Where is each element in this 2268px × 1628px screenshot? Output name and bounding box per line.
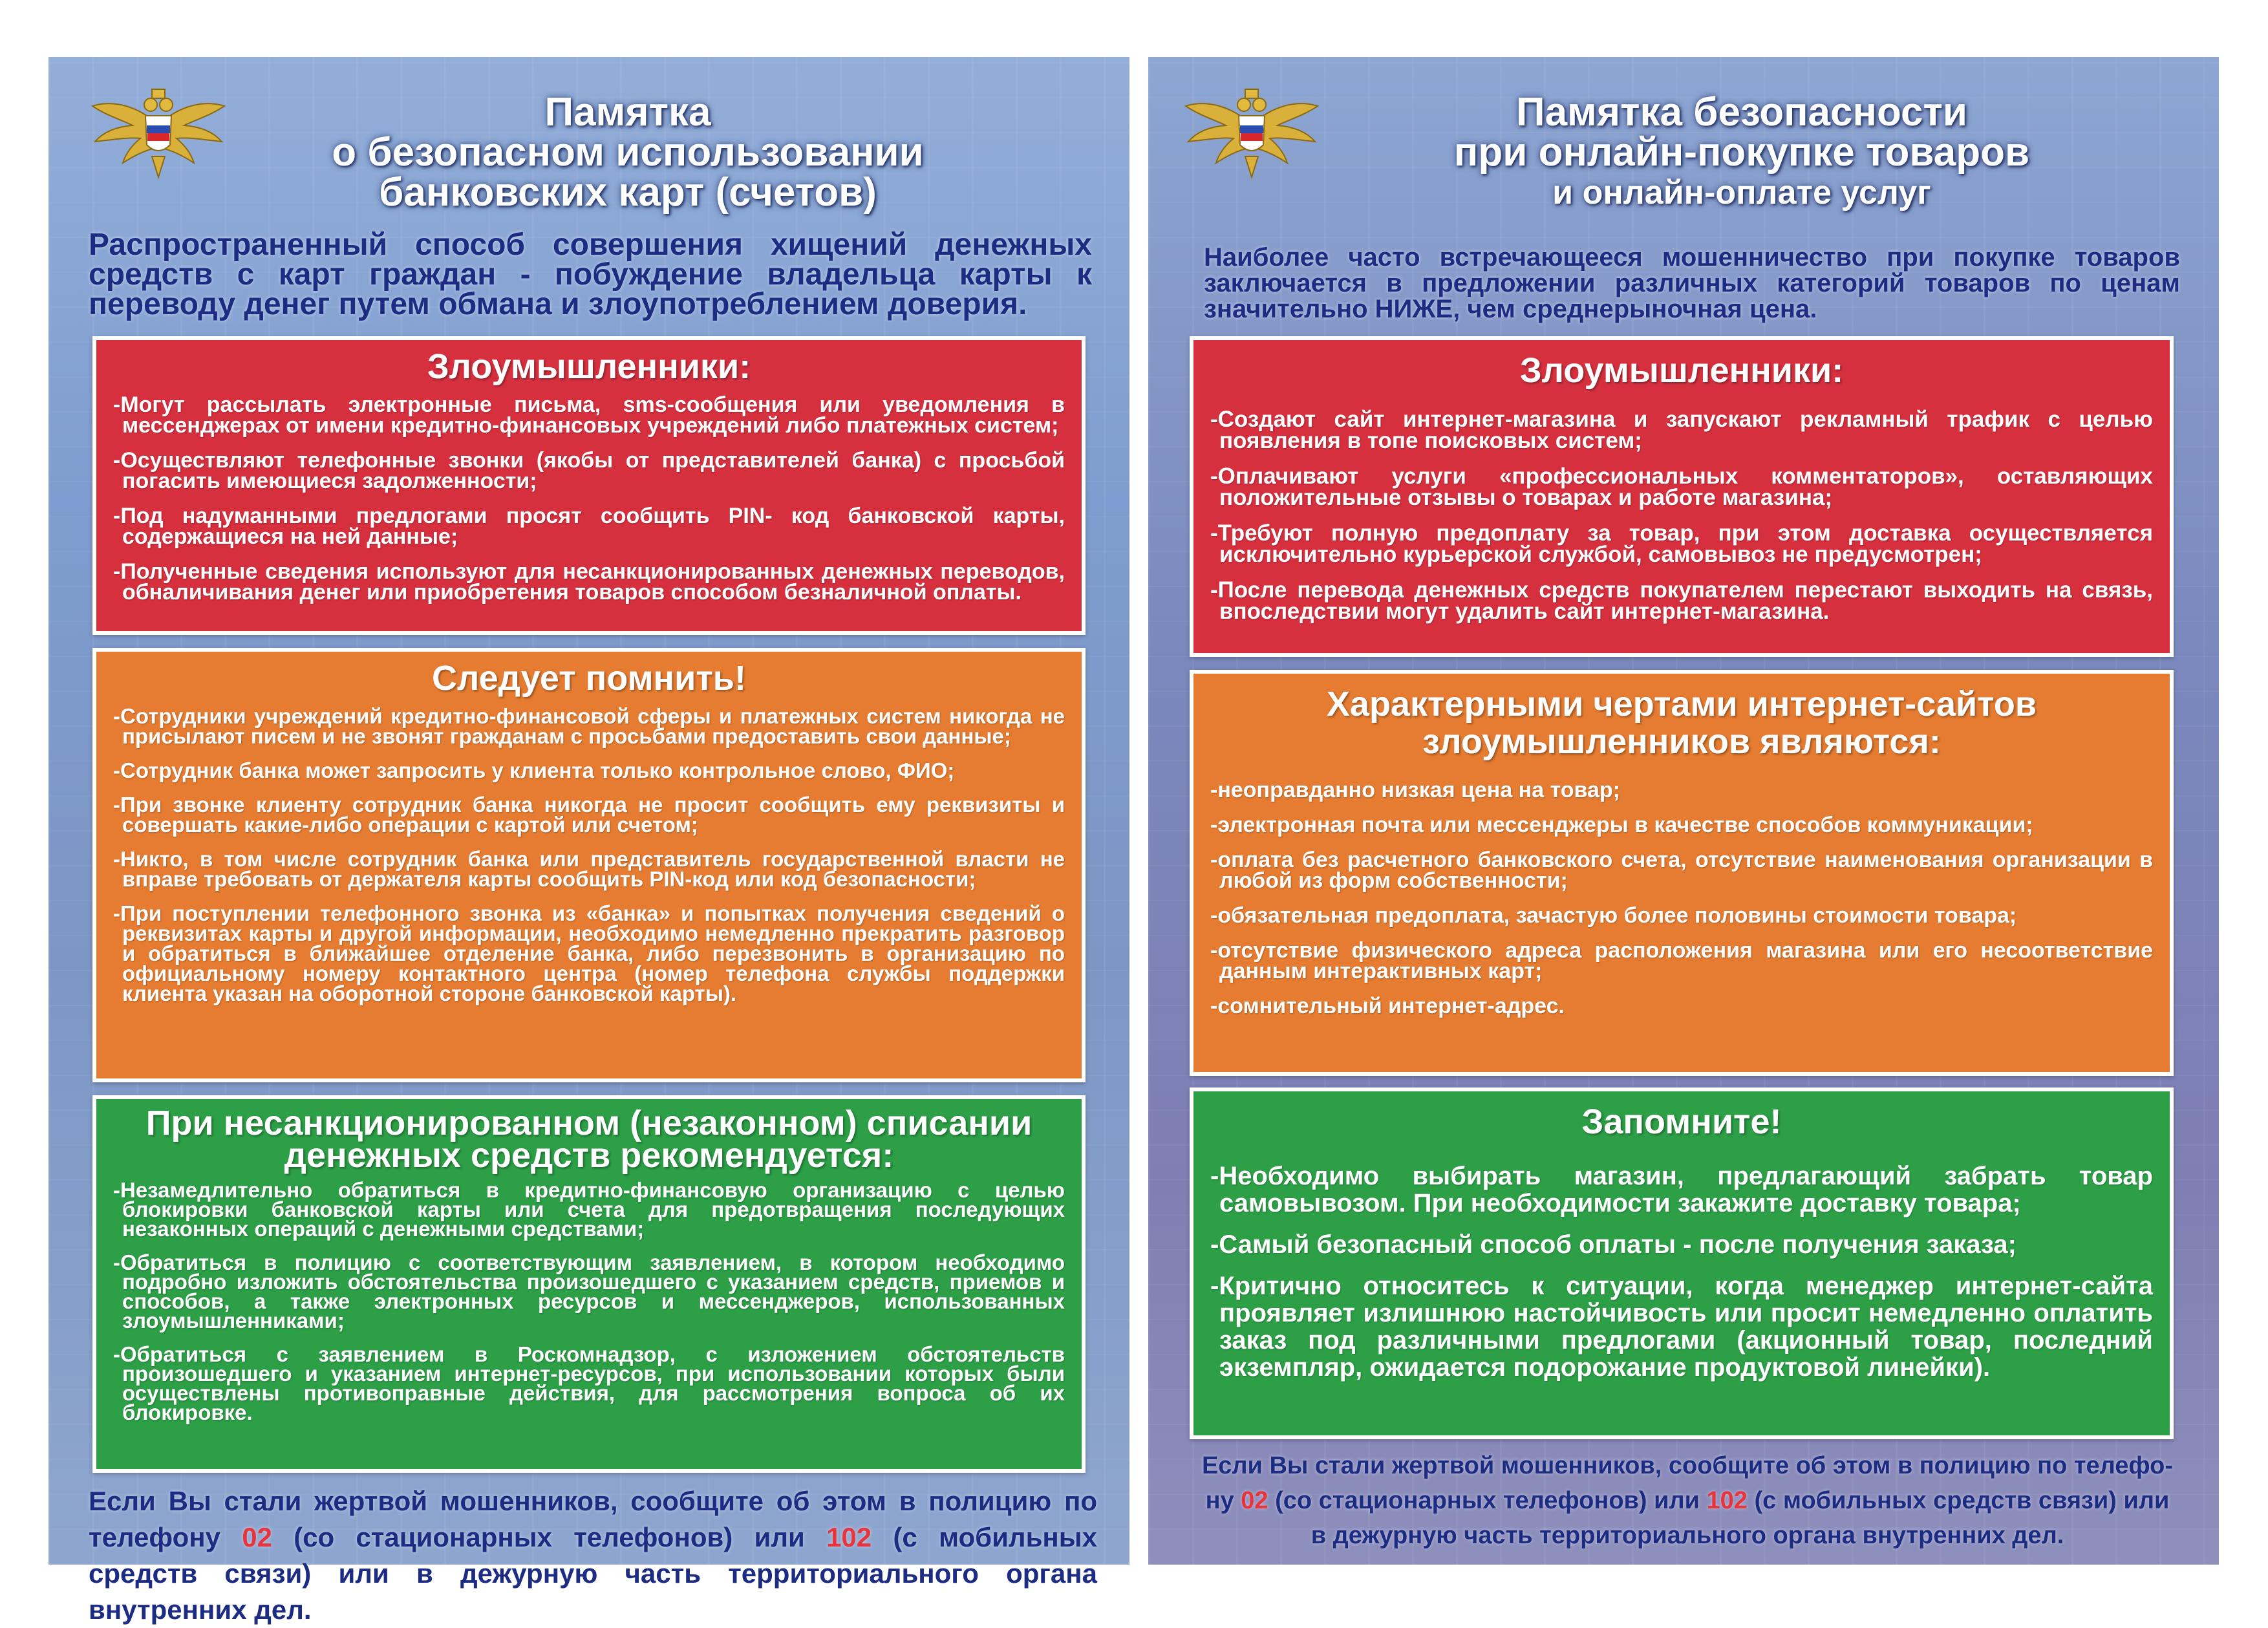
footer-contact-text — [89, 1483, 1097, 1628]
fraudsters-box — [92, 336, 1086, 635]
intro-text: Наиболее часто встречающееся мошенничество при покупке товаров заключается в предложении различных категорий товаров по ценам значительно НИЖЕ, чем среднерыночная цена. — [1204, 243, 2180, 323]
heading-line: злоумышленников являются: — [1422, 722, 1941, 761]
title-line: Памятка безопасности — [1516, 90, 1967, 134]
remember-box — [92, 648, 1086, 1082]
list-item: -Могут рассылать электронные письма, sms-сообщения или уведомления в мессенджерах от имени кредитно-финансовых учреждений либо платежных систем; — [113, 392, 1065, 438]
list-item: -Обратиться с заявлением в Роскомнадзор, с изложением обстоятельств произошедшего и указанием интернет-ресурсов, при использовании которых были осуществлены противоправные действия, для рассмотрения вопроса об их блокировке. — [113, 1342, 1065, 1424]
title-line: при онлайн-покупке товаров — [1453, 130, 2030, 175]
remember-heading: Следует помнить! — [432, 659, 746, 698]
list-item: -электронная почта или мессенджеры в качестве способов коммуникации; — [1210, 813, 2033, 837]
title-line: банковских карт (счетов) — [379, 170, 877, 215]
list-item: -Критично относитесь к ситуации, когда менеджер интернет-сайта проявляет излишнюю настойчивость или просит немедленно оплатить заказ под различными предлогами (акционный товар, последний экземпляр, ожидается подорожание продуктовой линейки). — [1210, 1272, 2153, 1382]
online-shopping-safety-poster — [1148, 57, 2219, 1565]
list-item: -Требуют полную предоплату за товар, при этом доставка осуществляется исключительно курьерской службой, самовывоз не предусмотрен; — [1210, 520, 2153, 567]
title-line: Памятка — [544, 90, 711, 134]
footer-text: Если Вы стали жертвой мошенников, сообщите об этом в полицию по телефо-ну — [1201, 1452, 2174, 1514]
phone-number: 102 — [826, 1522, 872, 1552]
phone-number: 02 — [242, 1522, 272, 1552]
list-item: -Осуществляют телефонные звонки (якобы от представителей банка) с просьбой погасить имеющиеся задолженности; — [113, 448, 1065, 493]
footer-text: (с мобильных средств связи) или в дежурную часть территориального органа внутренних дел. — [89, 1522, 1097, 1625]
footer-contact-text — [1196, 1448, 2179, 1553]
poster-title — [1290, 92, 2193, 213]
list-item: -отсутствие физического адреса расположения магазина или его несоответствие данным интерактивных карт; — [1210, 938, 2153, 983]
intro-text: Распространенный способ совершения хищений денежных средств с карт граждан - побуждение владельца карты к переводу денег путем обмана и злоупотреблением доверия. — [89, 228, 1092, 321]
list-item: -При поступлении телефонного звонка из «банка» и попытках получения сведений о реквизитах карты и другой информации, необходимо немедленно прекратить разговор и обратиться в ближайшее отделение банка, либо перезвонить в организацию по официальному номеру контактного центра (номер телефона службы поддержки клиента указан на оборотной стороне банковской карты). — [113, 901, 1065, 1005]
list-item: -Необходимо выбирать магазин, предлагающий забрать товар самовывозом. При необходимости закажите доставку товара; — [1210, 1162, 2153, 1217]
fraudsters-heading: Злоумышленники: — [427, 347, 751, 386]
fraudsters-box — [1190, 336, 2174, 657]
footer-text: (со стационарных телефонов) или — [272, 1522, 827, 1552]
poster-title — [178, 92, 1078, 213]
remember-heading: Запомните! — [1581, 1102, 1782, 1141]
list-item: -Полученные сведения используют для несанкционированных денежных переводов, обналичивания денег или приобретения товаров способом безналичной оплаты. — [113, 559, 1065, 605]
unauthorized-debit-heading — [113, 1104, 1065, 1175]
bank-card-safety-poster — [48, 57, 1129, 1625]
phone-number: 02 — [1241, 1487, 1268, 1514]
phone-number: 102 — [1706, 1487, 1748, 1514]
fraudsters-heading: Злоумышленники: — [1519, 351, 1844, 390]
list-item: -обязательная предоплата, зачастую более половины стоимости товара; — [1210, 903, 2017, 928]
footer-text: (со стационарных телефонов) или — [1268, 1487, 1707, 1514]
site-features-heading — [1210, 685, 2153, 760]
site-features-box — [1190, 670, 2174, 1076]
list-item: -Под надуманными предлогами просят сообщить PIN- код банковской карты, содержащиеся на ней данные; — [113, 504, 1065, 549]
list-item: -Оплачивают услуги «профессиональных комментаторов», оставляющих положительные отзывы о товарах и работе магазина; — [1210, 464, 2153, 510]
list-item: -Никто, в том числе сотрудник банка или представитель государственной власти не вправе требовать от держателя карты сообщить PIN-код или код безопасности; — [113, 847, 1065, 891]
heading-line: При несанкционированном (незаконном) списании — [145, 1104, 1032, 1142]
heading-line: денежных средств рекомендуется: — [284, 1136, 894, 1175]
list-item: -Сотрудник банка может запросить у клиента только контрольное слово, ФИО; — [113, 758, 955, 782]
list-item: -сомнительный интернет-адрес. — [1210, 994, 1565, 1018]
list-item: -При звонке клиенту сотрудник банка никогда не просит сообщить ему реквизиты и совершать какие-либо операции с картой или счетом; — [113, 793, 1065, 837]
list-item: -После перевода денежных средств покупателем перестают выходить на связь, впоследствии могут удалить сайт интернет-магазина. — [1210, 577, 2153, 624]
list-item: -Самый безопасный способ оплаты - после получения заказа; — [1210, 1230, 2017, 1259]
remember-box — [1190, 1087, 2174, 1439]
list-item: -оплата без расчетного банковского счета, отсутствие наименования организации в любой из форм собственности; — [1210, 848, 2153, 893]
unauthorized-debit-box — [92, 1095, 1086, 1473]
list-item: -Незамедлительно обратиться в кредитно-финансовую организацию с целью блокировки банковской карты или счета для предотвращения последующих незаконных операций с денежными средствами; — [113, 1178, 1065, 1241]
footer-text: Если Вы стали жертвой мошенников, сообщите об этом в полицию по телефону — [89, 1486, 1097, 1552]
list-item: -Сотрудники учреждений кредитно-финансовой сферы и платежных систем никогда не присылают писем и не звонят гражданам с просьбами предоставить свои данные; — [113, 704, 1065, 748]
list-item: -Создают сайт интернет-магазина и запускают рекламный трафик с целью появления в топе поисковых систем; — [1210, 407, 2153, 453]
title-line: о безопасном использовании — [332, 130, 924, 175]
list-item: -неоправданно низкая цена на товар; — [1210, 778, 1620, 802]
footer-text: (с мобильных средств связи) или в дежурную часть территориального органа внутренних дел. — [1311, 1487, 2170, 1549]
heading-line: Характерными чертами интернет-сайтов — [1326, 685, 2037, 723]
list-item: -Обратиться в полицию с соответствующим заявлением, в котором необходимо подробно изложить обстоятельства произошедшего с указанием средств, приемов и способов, а также электронных ресурсов и мессенджеров, использованных злоумышленниками; — [113, 1250, 1065, 1333]
title-line: и онлайн-оплате услуг — [1552, 174, 1931, 211]
